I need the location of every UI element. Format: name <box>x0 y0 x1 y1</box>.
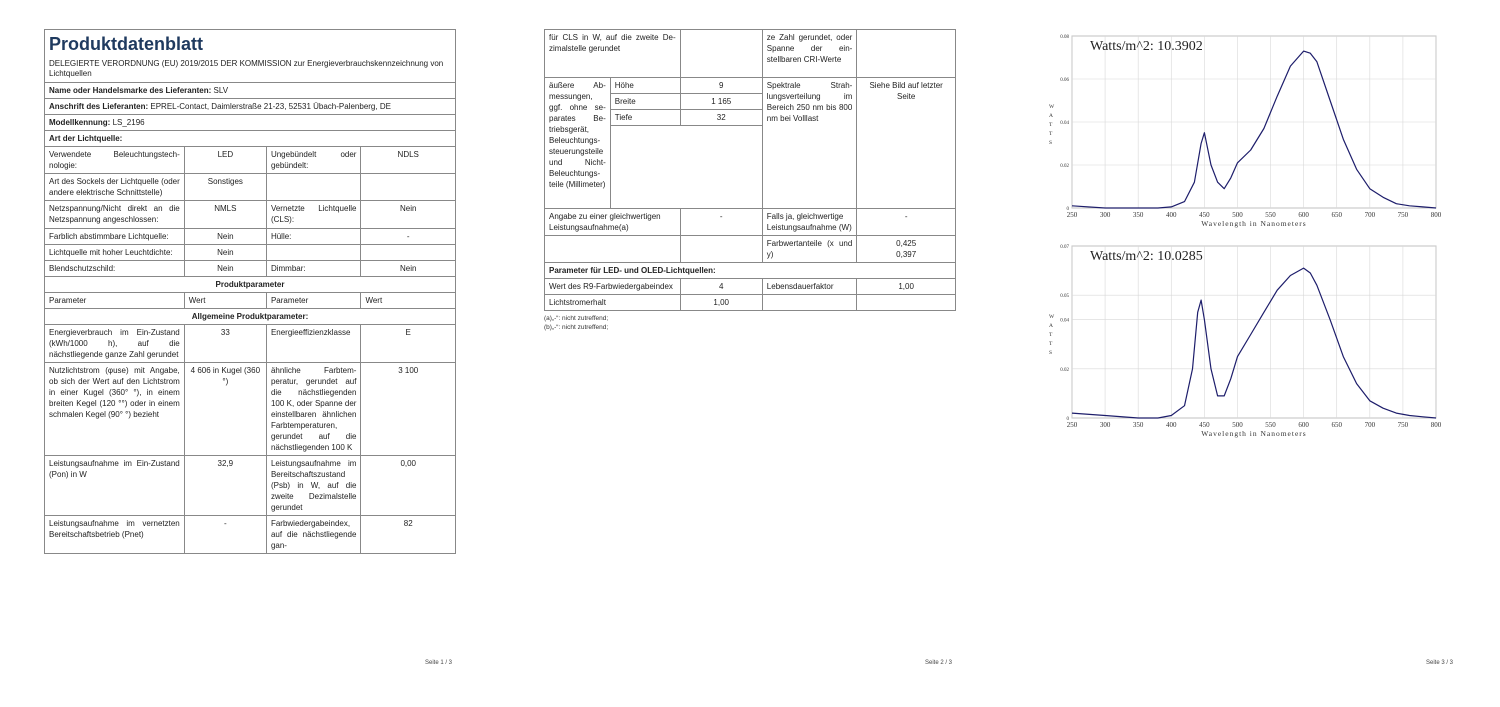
general-param-value-1: 33 <box>184 324 266 362</box>
y-axis-label-letter: A <box>1049 113 1053 119</box>
light-source-attr-value-1: Sonstiges <box>184 174 266 201</box>
page-1-footer: Seite 1 / 3 <box>425 660 453 666</box>
general-params-heading: Allgemeine Produktparameter: <box>45 308 456 324</box>
x-tick-label: 750 <box>1397 211 1409 219</box>
x-tick-label: 250 <box>1066 421 1078 429</box>
model-row <box>45 115 456 131</box>
y-tick-label: 0.02 <box>1060 164 1069 169</box>
spectrum-chart-2-svg <box>1044 238 1444 443</box>
spectral-label: Spektrale Strahlungsverteilung im Bereich 250 nm bis 800 nm bei Volllast <box>762 78 857 209</box>
light-source-attr-label-1: Netzspannung/Nicht direkt an die Netzspannung angeschlossen: <box>45 201 185 228</box>
light-source-attr-value-2 <box>361 174 456 201</box>
equiv-label-text: Angabe zu einer gleichwertigen Leistungsaufnahme(a) <box>549 212 661 233</box>
chroma-label: Farbwertanteile (x und y) <box>762 236 857 263</box>
model-label: Modellkennung: <box>49 118 111 128</box>
light-source-attr-label-2 <box>266 244 361 260</box>
y-axis-label-letter: W <box>1049 104 1055 110</box>
x-tick-label: 750 <box>1397 421 1409 429</box>
x-tick-label: 600 <box>1298 211 1309 219</box>
light-source-attr-value-1: NMLS <box>184 201 266 228</box>
dimension-name: Breite <box>611 94 680 110</box>
supplier-name-value: SLV <box>213 86 229 96</box>
y-axis-label-letter: T <box>1049 341 1053 347</box>
light-source-attr-value-1: Nein <box>184 244 266 260</box>
y-tick-label: 0.08 <box>1060 35 1069 40</box>
light-source-attr-row <box>45 260 456 276</box>
light-source-attr-label-2: Hülle: <box>266 228 361 244</box>
general-param-label-2: Farbwiedergabeindex, auf die nächstliegende gan- <box>266 516 361 554</box>
general-param-label-2: Energieeffizienzklasse <box>266 324 361 362</box>
light-source-attr-value-1: Nein <box>184 260 266 276</box>
supplier-address-label: Anschrift des Lieferanten: <box>49 102 149 112</box>
light-source-attr-label-1: Art des Sockels der Lichtquelle (oder andere elektrische Schnittstelle) <box>45 174 185 201</box>
general-param-value-1: 4 606 in Kugel (360 °) <box>184 362 266 455</box>
y-axis-label-letter: T <box>1049 131 1053 137</box>
y-tick-label: 0.04 <box>1060 318 1069 324</box>
dimension-name: Tiefe <box>611 110 680 126</box>
dimension-rows <box>611 78 762 126</box>
col-value-2: Wert <box>361 292 456 308</box>
x-tick-label: 800 <box>1430 421 1442 429</box>
x-tick-label: 650 <box>1331 421 1342 429</box>
equiv-row <box>545 209 956 236</box>
footnote-b: (b)„-“: nicht zutreffend; <box>544 323 609 331</box>
maint-empty-1 <box>762 295 857 311</box>
light-source-attr-label-1: Farblich abstimmbare Lichtquelle: <box>45 228 185 244</box>
x-tick-label: 700 <box>1364 211 1376 219</box>
chart-title: Watts/m^2: 10.3902 <box>1090 39 1203 54</box>
light-source-attr-value-2: NDLS <box>361 147 456 174</box>
maint-row <box>545 295 956 311</box>
maint-empty-2 <box>857 295 956 311</box>
x-axis-label: Wavelength in Nanometers <box>1201 429 1307 438</box>
dimension-row <box>611 78 762 94</box>
supplier-address-value: EPREL-Contact, Daimlerstraße 21-23, 52531 Übach-Palenberg, DE <box>150 102 391 112</box>
dimension-row <box>611 94 762 110</box>
chroma-empty-2 <box>680 236 762 263</box>
cls-value <box>680 30 762 78</box>
column-header-row <box>45 292 456 308</box>
y-axis-label-letter: A <box>1049 323 1053 329</box>
light-source-attr-label-2 <box>266 174 361 201</box>
r9-row <box>545 279 956 295</box>
x-tick-label: 550 <box>1265 421 1276 429</box>
cri-label: ze Zahl gerundet, oder Spanne der einstellbaren CRI-Werte <box>762 30 857 78</box>
y-tick-label: 0 <box>1066 207 1069 212</box>
y-axis-label-letter: S <box>1049 350 1053 356</box>
equiv-power-value: - <box>857 209 956 236</box>
chart-title: Watts/m^2: 10.0285 <box>1090 249 1203 264</box>
general-param-value-1: 32,9 <box>184 456 266 516</box>
led-params-row <box>545 263 956 279</box>
spectral-value: Siehe Bild auf letzter Seite <box>857 78 956 209</box>
general-param-value-2: 3 100 <box>361 362 456 455</box>
light-source-attr-label-2: Vernetzte Lichtquelle (CLS): <box>266 201 361 228</box>
chroma-values <box>857 236 956 263</box>
general-param-value-2: 82 <box>361 516 456 554</box>
dimensions-label: äußere Abmessungen, ggf. ohne separates Betriebsgerät, Beleuchtungssteuerungsteile und Nicht-Beleuchtungsteile (Millimeter) <box>545 78 611 209</box>
y-axis-label-letter: T <box>1049 122 1053 128</box>
dimensions-subtable <box>611 78 762 126</box>
dimension-value: 32 <box>680 110 762 126</box>
chroma-empty-1 <box>545 236 681 263</box>
x-tick-label: 250 <box>1066 211 1078 219</box>
supplier-name-label: Name oder Handelsmarke des Lieferanten: <box>49 86 212 96</box>
general-param-value-2: 0,00 <box>361 456 456 516</box>
general-param-label-1: Nutzlichtstrom (φuse) mit Angabe, ob sich der Wert auf den Lichtstrom in einer Kugel (360° °), in einem breiten Kegel (120 °°) oder in einem schmalen Kegel (90° °) bezieht <box>45 362 185 455</box>
cls-row <box>545 30 956 78</box>
r9-label: Wert des R9-Farbwiedergabeindex <box>545 279 681 295</box>
footnotes <box>544 315 956 333</box>
chroma-x: 0,425 <box>896 239 917 249</box>
y-tick-label: 0.06 <box>1060 78 1069 83</box>
x-tick-label: 500 <box>1232 421 1243 429</box>
x-tick-label: 300 <box>1099 421 1111 429</box>
x-tick-label: 400 <box>1166 211 1177 219</box>
x-tick-label: 450 <box>1199 421 1210 429</box>
dimensions-cell <box>610 78 762 209</box>
cri-value <box>857 30 956 78</box>
x-tick-label: 600 <box>1298 421 1309 429</box>
supplier-table <box>44 82 456 554</box>
maint-label: Lichtstromerhalt <box>545 295 681 311</box>
y-tick-label: 0.05 <box>1060 294 1069 300</box>
light-source-rows <box>45 147 456 276</box>
x-tick-label: 650 <box>1331 211 1342 219</box>
spectrum-chart-2 <box>1044 238 1444 443</box>
general-param-row <box>45 362 456 455</box>
page-2-footer: Seite 2 / 3 <box>925 660 953 666</box>
light-source-attr-row <box>45 174 456 201</box>
general-params-rows <box>45 324 456 554</box>
equiv-value: - <box>680 209 762 236</box>
general-param-row <box>45 456 456 516</box>
regulation-text: DELEGIERTE VERORDNUNG (EU) 2019/2015 DER KOMMISSION zur Energieverbrauchskennzeichnung von Lichtquellen <box>49 58 444 79</box>
dimension-name: Höhe <box>611 78 680 94</box>
product-params-row <box>45 276 456 292</box>
datasheet-page-1 <box>44 29 456 554</box>
life-value: 1,00 <box>857 279 956 295</box>
general-param-label-1: Leistungsaufnahme im vernetzten Bereitschaftsbetrieb (Pnet) <box>45 516 185 554</box>
x-axis-label: Wavelength in Nanometers <box>1201 219 1307 228</box>
light-source-attr-label-1: Lichtquelle mit hoher Leuchtdichte: <box>45 244 185 260</box>
light-source-attr-row <box>45 244 456 260</box>
equiv-label <box>545 209 681 236</box>
light-source-attr-row <box>45 147 456 174</box>
general-param-label-2: Leistungsaufnahme im Bereitschaftszustand (Psb) in W, auf die zweite Dezimalstelle gerundet <box>266 456 361 516</box>
x-tick-label: 300 <box>1099 211 1111 219</box>
life-label: Lebensdauerfaktor <box>762 279 857 295</box>
x-tick-label: 450 <box>1199 211 1210 219</box>
light-source-attr-value-2: Nein <box>361 260 456 276</box>
page2-table <box>544 29 956 311</box>
page-title: Produktdatenblatt <box>49 34 204 54</box>
dimension-value: 1 165 <box>680 94 762 110</box>
spectrum-chart-1-svg <box>1044 28 1444 233</box>
equiv-power-label: Falls ja, gleichwertige Leistungsaufnahme (W) <box>762 209 857 236</box>
general-param-value-2: E <box>361 324 456 362</box>
dimension-row <box>611 110 762 126</box>
light-source-attr-row <box>45 228 456 244</box>
general-param-row <box>45 516 456 554</box>
page-3-footer: Seite 3 / 3 <box>1426 660 1454 666</box>
light-source-attr-label-2: Ungebündelt oder gebündelt: <box>266 147 361 174</box>
general-param-label-1: Leistungsaufnahme im Ein-Zustand (Pon) in W <box>45 456 185 516</box>
x-tick-label: 350 <box>1132 421 1144 429</box>
y-tick-label: 0.02 <box>1060 367 1069 373</box>
light-source-attr-value-1: Nein <box>184 228 266 244</box>
x-tick-label: 500 <box>1232 211 1243 219</box>
col-value-1: Wert <box>184 292 266 308</box>
col-param-2: Parameter <box>266 292 361 308</box>
maint-value: 1,00 <box>680 295 762 311</box>
general-param-value-1: - <box>184 516 266 554</box>
light-source-attr-label-1: Blendschutzschild: <box>45 260 185 276</box>
x-tick-label: 400 <box>1166 421 1177 429</box>
dimensions-row <box>545 78 956 209</box>
x-tick-label: 800 <box>1430 211 1442 219</box>
general-param-label-2: ähnliche Farbtemperatur, gerundet auf die nächstliegenden 100 K, oder Spanne der einstellbaren ähnlichen Farbtemperaturen, gerundet auf die nächstliegenden 100 K <box>266 362 361 455</box>
light-source-attr-value-2: Nein <box>361 201 456 228</box>
supplier-name-row <box>45 83 456 99</box>
supplier-address-row <box>45 99 456 115</box>
general-params-row <box>45 308 456 324</box>
light-source-attr-value-1: LED <box>184 147 266 174</box>
y-tick-label: 0.07 <box>1060 245 1069 250</box>
plot-frame <box>1072 246 1436 418</box>
chroma-row <box>545 236 956 263</box>
datasheet-page-2 <box>544 29 956 333</box>
r9-value: 4 <box>680 279 762 295</box>
dimension-value: 9 <box>680 78 762 94</box>
general-param-row <box>45 324 456 362</box>
x-tick-label: 550 <box>1265 211 1276 219</box>
col-param-1: Parameter <box>45 292 185 308</box>
footnote-a: (a)„-“: nicht zutreffend; <box>544 315 609 323</box>
y-tick-label: 0 <box>1066 417 1069 422</box>
y-axis-label-letter: W <box>1049 314 1055 320</box>
title-block <box>44 29 456 82</box>
y-tick-label: 0.04 <box>1060 121 1069 126</box>
light-source-attr-label-1: Verwendete Beleuchtungstechnologie: <box>45 147 185 174</box>
led-params-heading: Parameter für LED- und OLED-Lichtquellen: <box>545 263 956 279</box>
x-tick-label: 350 <box>1132 211 1144 219</box>
model-value: LS_2196 <box>112 118 145 128</box>
light-source-type: Art der Lichtquelle: <box>45 131 456 147</box>
x-tick-label: 700 <box>1364 421 1376 429</box>
light-source-attr-value-2: - <box>361 228 456 244</box>
spectrum-chart-1 <box>1044 28 1444 233</box>
light-source-attr-row <box>45 201 456 228</box>
general-param-label-1: Energieverbrauch im Ein-Zustand (kWh/1000 h), auf die nächstliegende ganze Zahl gerundet <box>45 324 185 362</box>
y-axis-label-letter: S <box>1049 140 1053 146</box>
light-source-attr-value-2 <box>361 244 456 260</box>
light-source-attr-label-2: Dimmbar: <box>266 260 361 276</box>
y-axis-label-letter: T <box>1049 332 1053 338</box>
chroma-y: 0,397 <box>896 250 917 260</box>
light-source-type-row <box>45 131 456 147</box>
product-params-heading: Produktparameter <box>45 276 456 292</box>
cls-label: für CLS in W, auf die zweite Dezimalstelle gerundet <box>545 30 681 78</box>
